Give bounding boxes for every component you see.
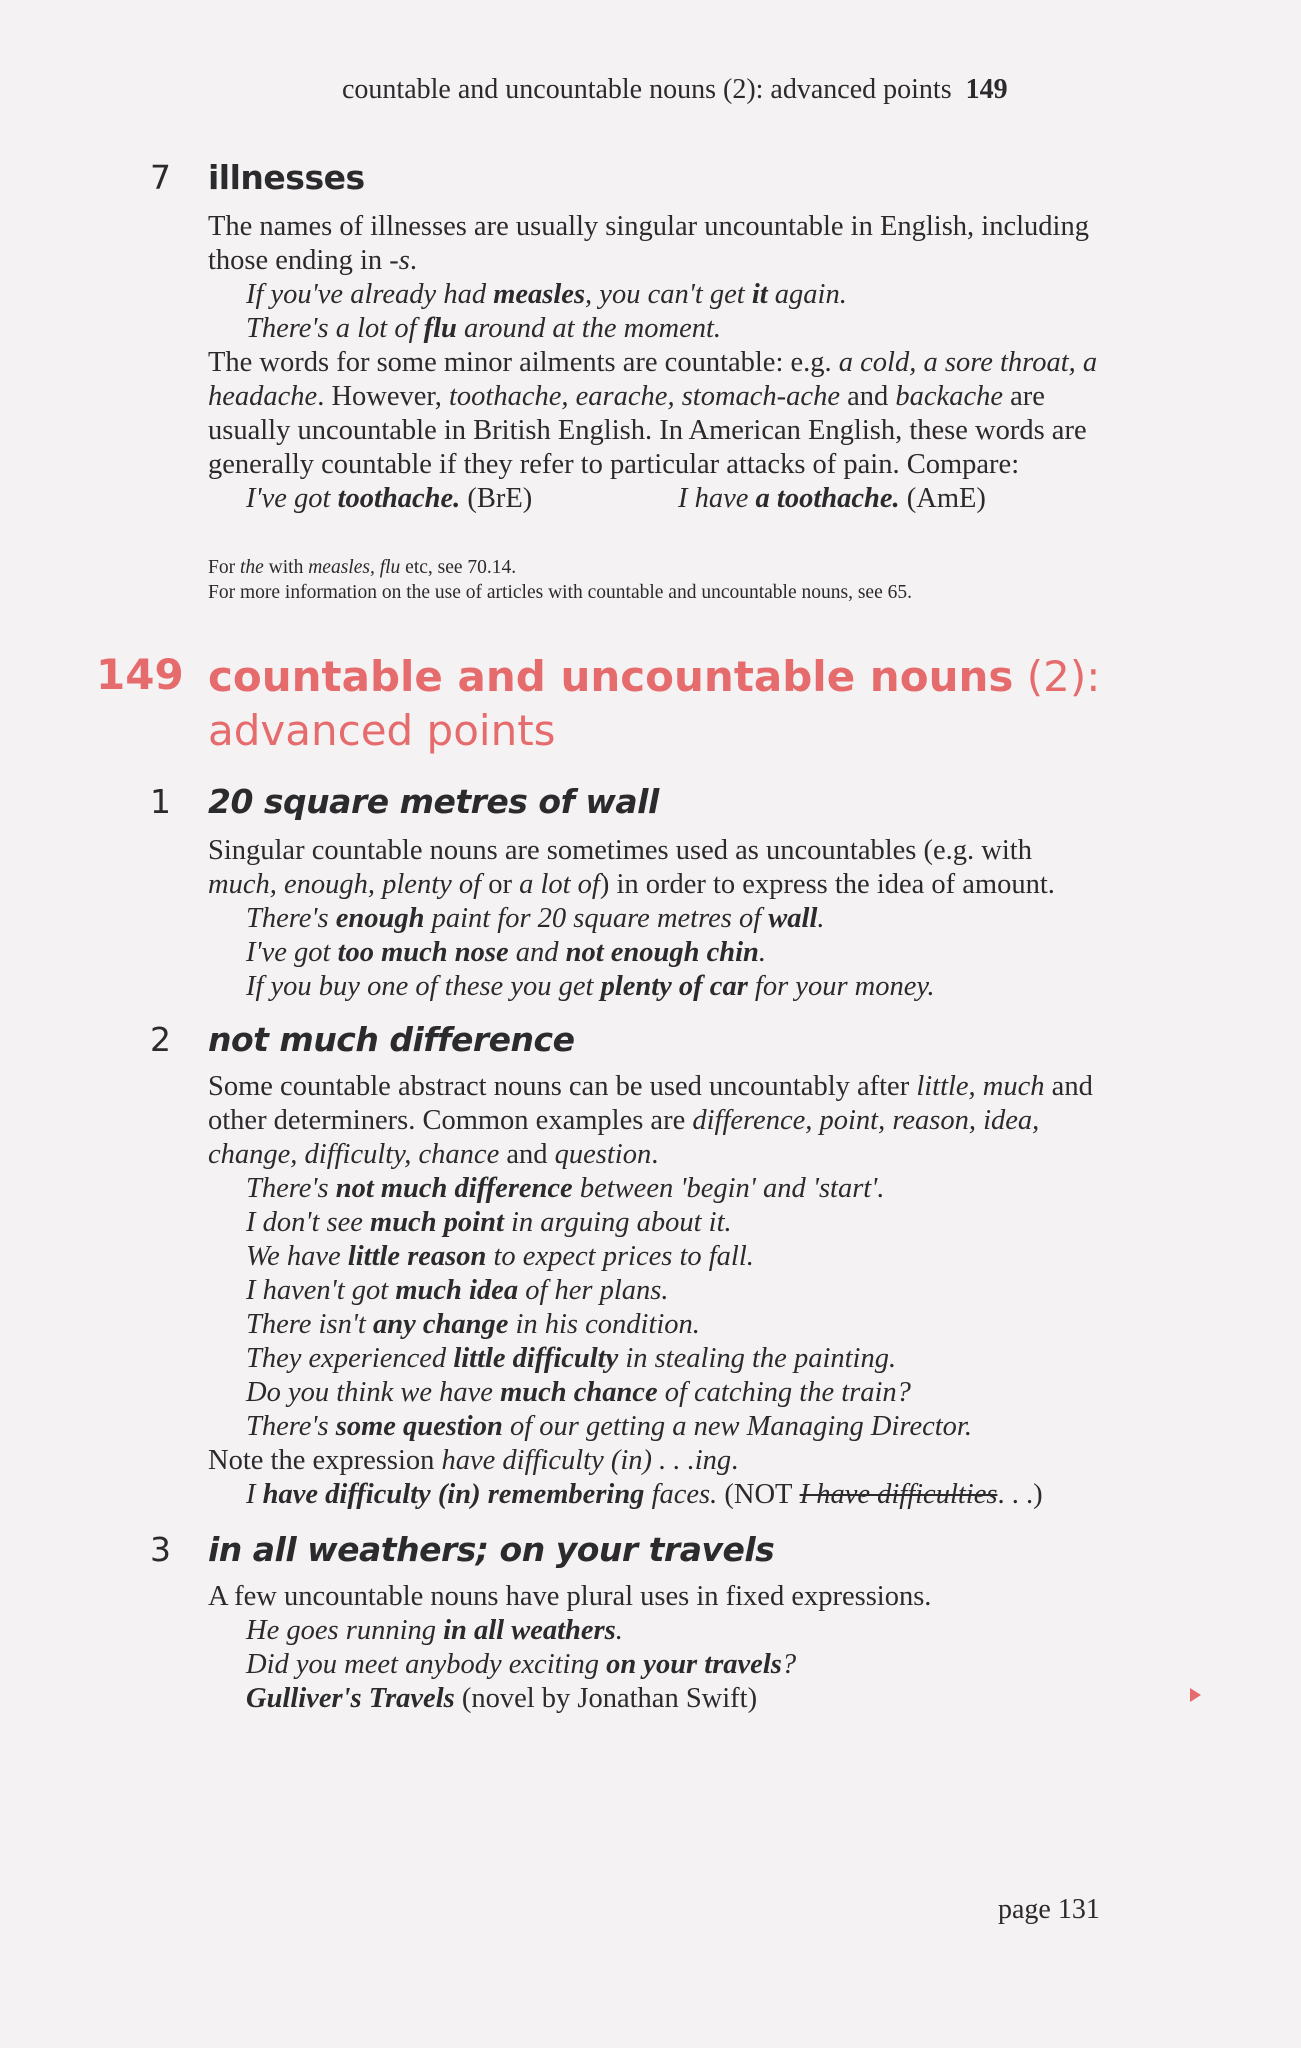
text-line: The words for some minor ailments are countable: e.g. a cold, a sore throat, a xyxy=(208,347,1098,378)
unit-number: 149 xyxy=(96,650,184,699)
section-7-heading: illnesses xyxy=(208,158,365,197)
example-line: Did you meet anybody exciting on your travels? xyxy=(246,1649,797,1680)
text-line: A few uncountable nouns have plural uses in fixed expressions. xyxy=(208,1581,932,1612)
text-line: those ending in -s. xyxy=(208,245,417,276)
sub-2-body xyxy=(208,1070,1218,1512)
example-line: I don't see much point in arguing about it. xyxy=(246,1207,732,1238)
example-line: There's a lot of flu around at the moment. xyxy=(246,313,722,344)
example-line: Do you think we have much chance of catching the train? xyxy=(246,1377,911,1408)
text-line: other determiners. Common examples are difference, point, reason, idea, xyxy=(208,1105,1040,1136)
sub-2-heading: not much difference xyxy=(208,1020,575,1059)
example-line: I've got too much nose and not enough chin. xyxy=(246,937,766,968)
text-line: generally countable if they refer to particular attacks of pain. Compare: xyxy=(208,449,1020,480)
text-line: change, difficulty, chance and question. xyxy=(208,1139,659,1170)
unit-title-line2: advanced points xyxy=(208,706,556,755)
running-head-text: countable and uncountable nouns (2): advanced points xyxy=(342,74,952,105)
cross-reference-notes xyxy=(208,555,912,605)
note-line: For the with measles, flu etc, see 70.14. xyxy=(208,557,517,578)
not-label: (NOT xyxy=(724,1479,793,1510)
example-line: We have little reason to expect prices to fall. xyxy=(246,1241,754,1272)
running-head-page-ref: 149 xyxy=(965,74,1008,105)
unit-title-suffix: (2): xyxy=(1013,652,1101,701)
example-line: There isn't any change in his condition. xyxy=(246,1309,700,1340)
text-line: usually uncountable in British English. In American English, these words are xyxy=(208,415,1087,446)
sub-1-body xyxy=(208,834,1218,1004)
text-line: Note the expression have difficulty (in) . . .ing. xyxy=(208,1445,739,1476)
sub-3-body xyxy=(208,1580,1218,1716)
example-line: I haven't got much idea of her plans. xyxy=(246,1275,669,1306)
continue-arrow-icon xyxy=(1190,1688,1201,1702)
section-7-number: 7 xyxy=(150,158,171,197)
example-line: He goes running in all weathers. xyxy=(246,1615,623,1646)
text-line: Some countable abstract nouns can be used uncountably after little, much and xyxy=(208,1071,1093,1102)
text-line: The names of illnesses are usually singular uncountable in English, including xyxy=(208,211,1089,242)
example-line: Gulliver's Travels (novel by Jonathan Swift) xyxy=(246,1683,758,1714)
text-line: headache. However, toothache, earache, stomach-ache and backache are xyxy=(208,381,1045,412)
sub-3-number: 3 xyxy=(150,1530,171,1569)
example-line: If you buy one of these you get plenty of car for your money. xyxy=(246,971,935,1002)
unit-title xyxy=(208,650,1100,758)
note-line: For more information on the use of articles with countable and uncountable nouns, see 65. xyxy=(208,582,912,603)
incorrect-form: I have difficulties xyxy=(799,1479,998,1510)
example-line: There's some question of our getting a new Managing Director. xyxy=(246,1411,972,1442)
unit-title-line1: countable and uncountable nouns xyxy=(208,652,1014,701)
sub-2-number: 2 xyxy=(150,1020,171,1059)
example-line: There's enough paint for 20 square metres of wall. xyxy=(246,903,825,934)
example-line: There's not much difference between 'begin' and 'start'. xyxy=(246,1173,885,1204)
example-line: They experienced little difficulty in stealing the painting. xyxy=(246,1343,897,1374)
running-head xyxy=(342,74,1008,106)
compare-ame: I have a toothache. (AmE) xyxy=(678,483,986,514)
text-line: much, enough, plenty of or a lot of) in order to express the idea of amount. xyxy=(208,869,1055,900)
sub-1-number: 1 xyxy=(150,782,171,821)
sub-1-heading: 20 square metres of wall xyxy=(208,782,659,821)
compare-line xyxy=(208,482,1218,516)
example-line: I have difficulty (in) remembering faces. (NOT I have difficulties. . .) xyxy=(246,1479,1043,1510)
page-number: page 131 xyxy=(998,1894,1100,1925)
section-7-body xyxy=(208,210,1218,516)
compare-bre: I've got toothache. (BrE) xyxy=(246,483,533,514)
example-line: If you've already had measles, you can't get it again. xyxy=(246,279,847,310)
sub-3-heading: in all weathers; on your travels xyxy=(208,1530,775,1569)
text-line: Singular countable nouns are sometimes used as uncountables (e.g. with xyxy=(208,835,1032,866)
